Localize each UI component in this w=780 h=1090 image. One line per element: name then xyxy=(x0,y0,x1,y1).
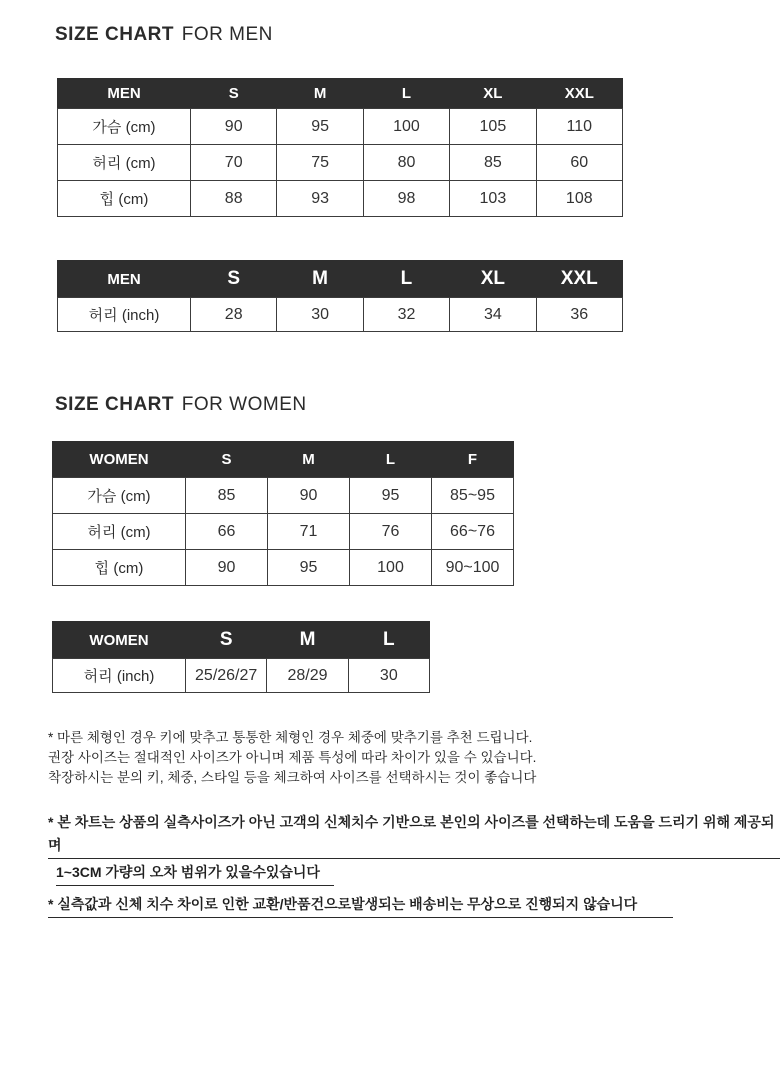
measurement-row xyxy=(58,181,623,217)
size-value: 90 xyxy=(268,478,350,514)
size-value: 30 xyxy=(348,659,429,693)
chart-note-line2: 1~3CM 가량의 오차 범위가 있을수있습니다 xyxy=(56,861,334,886)
size-value: 66~76 xyxy=(432,514,514,550)
size-column-header: S xyxy=(191,261,277,298)
shipping-note-text: * 실측값과 신체 치수 차이로 인한 교환/반품건으로발생되는 배송비는 무상으로 진행되지 않습니다 xyxy=(48,893,673,918)
table-title-cell: WOMEN xyxy=(53,622,186,659)
size-column-header: XL xyxy=(450,261,536,298)
header-row xyxy=(53,622,430,659)
fit-note-line3: 착장하시는 분의 키, 체중, 스타일 등을 체크하여 사이즈를 선택하시는 것이 좋습니다 xyxy=(48,770,537,785)
size-column-header: XL xyxy=(450,79,536,109)
men-cm-size-table xyxy=(57,78,623,217)
size-value: 103 xyxy=(450,181,536,217)
size-column-header: F xyxy=(432,442,514,478)
measurement-label: 허리 (cm) xyxy=(58,145,191,181)
men-section-title xyxy=(55,0,780,46)
size-value: 71 xyxy=(268,514,350,550)
size-value: 85~95 xyxy=(432,478,514,514)
size-column-header: S xyxy=(186,622,267,659)
women-title-bold: SIZE CHART xyxy=(55,394,174,415)
measurement-row xyxy=(53,478,514,514)
size-value: 34 xyxy=(450,298,536,332)
women-section-title xyxy=(55,394,780,416)
size-value: 100 xyxy=(363,109,449,145)
size-value: 95 xyxy=(350,478,432,514)
size-value: 88 xyxy=(191,181,277,217)
size-value: 85 xyxy=(450,145,536,181)
size-value: 70 xyxy=(191,145,277,181)
women-inch-size-table xyxy=(52,621,430,693)
table-title-cell: MEN xyxy=(58,261,191,298)
men-inch-size-table xyxy=(57,260,623,332)
size-value: 80 xyxy=(363,145,449,181)
fit-recommendation-note xyxy=(48,728,780,788)
size-column-header: L xyxy=(363,79,449,109)
header-row xyxy=(53,442,514,478)
size-column-header: M xyxy=(268,442,350,478)
table-title-cell: MEN xyxy=(58,79,191,109)
size-value: 95 xyxy=(277,109,363,145)
size-column-header: M xyxy=(277,261,363,298)
size-value: 28 xyxy=(191,298,277,332)
size-column-header: L xyxy=(363,261,449,298)
size-value: 30 xyxy=(277,298,363,332)
men-title-bold: SIZE CHART xyxy=(55,24,174,45)
size-value: 76 xyxy=(350,514,432,550)
measurement-label: 힙 (cm) xyxy=(58,181,191,217)
fit-note-line1: * 마른 체형인 경우 키에 맞추고 통통한 체형인 경우 체중에 맞추기를 추천 드립니다. xyxy=(48,730,533,745)
measurement-row xyxy=(53,514,514,550)
size-value: 28/29 xyxy=(267,659,348,693)
measurement-label: 허리 (cm) xyxy=(53,514,186,550)
measurement-label: 가슴 (cm) xyxy=(58,109,191,145)
measurement-label: 힙 (cm) xyxy=(53,550,186,586)
measurement-label: 허리 (inch) xyxy=(58,298,191,332)
size-column-header: M xyxy=(267,622,348,659)
size-column-header: XXL xyxy=(536,261,622,298)
measurement-row xyxy=(58,109,623,145)
size-value: 93 xyxy=(277,181,363,217)
measurement-row xyxy=(53,659,430,693)
size-value: 90 xyxy=(186,550,268,586)
women-title-rest: FOR WOMEN xyxy=(181,394,307,415)
size-value: 105 xyxy=(450,109,536,145)
size-value: 110 xyxy=(536,109,622,145)
size-column-header: S xyxy=(191,79,277,109)
size-value: 36 xyxy=(536,298,622,332)
measurement-row xyxy=(53,550,514,586)
size-column-header: S xyxy=(186,442,268,478)
shipping-disclaimer-note xyxy=(48,893,780,920)
chart-note-line1: * 본 차트는 상품의 실측사이즈가 아닌 고객의 신체치수 기반으로 본인의 사이즈를 선택하는데 도움을 드리기 위해 제공되며 xyxy=(48,811,780,859)
size-column-header: L xyxy=(348,622,429,659)
size-value: 98 xyxy=(363,181,449,217)
size-value: 25/26/27 xyxy=(186,659,267,693)
measurement-row xyxy=(58,145,623,181)
chart-disclaimer-note xyxy=(48,811,780,888)
size-value: 32 xyxy=(363,298,449,332)
size-value: 108 xyxy=(536,181,622,217)
measurement-row xyxy=(58,298,623,332)
header-row xyxy=(58,79,623,109)
size-value: 90 xyxy=(191,109,277,145)
size-value: 90~100 xyxy=(432,550,514,586)
size-column-header: M xyxy=(277,79,363,109)
fit-note-line2: 권장 사이즈는 절대적인 사이즈가 아니며 제품 특성에 따라 차이가 있을 수 있습니다. xyxy=(48,750,537,765)
size-value: 75 xyxy=(277,145,363,181)
footnotes xyxy=(48,728,780,920)
size-value: 66 xyxy=(186,514,268,550)
table-title-cell: WOMEN xyxy=(53,442,186,478)
size-column-header: L xyxy=(350,442,432,478)
header-row xyxy=(58,261,623,298)
size-value: 100 xyxy=(350,550,432,586)
women-cm-size-table xyxy=(52,441,514,586)
size-value: 85 xyxy=(186,478,268,514)
size-value: 60 xyxy=(536,145,622,181)
men-title-rest: FOR MEN xyxy=(181,24,273,45)
size-column-header: XXL xyxy=(536,79,622,109)
measurement-label: 가슴 (cm) xyxy=(53,478,186,514)
size-value: 95 xyxy=(268,550,350,586)
measurement-label: 허리 (inch) xyxy=(53,659,186,693)
